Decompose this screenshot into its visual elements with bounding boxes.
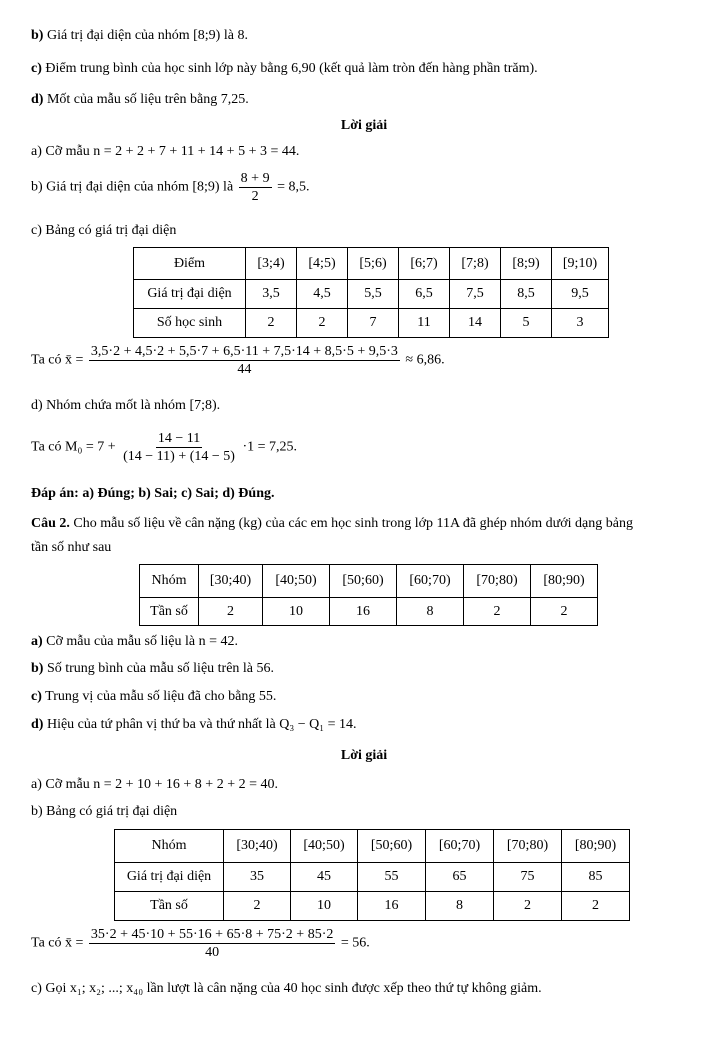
mean-prefix: Ta có x̄ = bbox=[31, 935, 84, 951]
table-cell: [9;10) bbox=[552, 248, 609, 280]
table-cell: 2 bbox=[199, 598, 263, 626]
weight-table bbox=[139, 564, 598, 626]
table-cell: 65 bbox=[426, 863, 494, 892]
label-c: c) bbox=[31, 61, 42, 76]
question-2-line2: tần số như sau bbox=[31, 540, 112, 555]
mean-formula-2 bbox=[31, 926, 370, 961]
table-cell: [8;9) bbox=[501, 248, 552, 280]
fraction bbox=[239, 170, 272, 205]
statement-q2-a bbox=[31, 633, 238, 651]
table-cell: [40;50) bbox=[291, 830, 358, 863]
table-cell: 5,5 bbox=[348, 280, 399, 309]
solution-q2-a: a) Cỡ mẫu n = 2 + 10 + 16 + 8 + 2 + 2 = 40. bbox=[31, 777, 278, 792]
table-cell: Điểm bbox=[134, 248, 246, 280]
label-b: b) bbox=[31, 661, 44, 676]
table-row bbox=[134, 280, 609, 309]
table-cell: [50;60) bbox=[330, 565, 397, 598]
table-cell: Giá trị đại diện bbox=[115, 863, 224, 892]
solution-b bbox=[31, 170, 309, 205]
table-row bbox=[134, 309, 609, 338]
table-cell: [50;60) bbox=[358, 830, 426, 863]
question-2-label: Câu 2. bbox=[31, 516, 70, 531]
text-d: Hiệu của tứ phân vị thứ ba và thứ nhất là Q₃ − Q₁ = 14. bbox=[46, 717, 357, 732]
fraction-numerator: 3,5·2 + 4,5·2 + 5,5·7 + 6,5·11 + 7,5·14 + 8,5·5 + 9,5·3 bbox=[90, 344, 398, 359]
label-a: a) bbox=[31, 634, 43, 649]
table-cell: 75 bbox=[494, 863, 562, 892]
table-cell: 2 bbox=[224, 892, 291, 921]
table-cell: 9,5 bbox=[552, 280, 609, 309]
table-cell: 7 bbox=[348, 309, 399, 338]
fraction-numerator: 35·2 + 45·10 + 55·16 + 65·8 + 75·2 + 85·2 bbox=[90, 927, 334, 942]
table-cell: 7,5 bbox=[450, 280, 501, 309]
table-row bbox=[140, 598, 598, 626]
table-cell: 55 bbox=[358, 863, 426, 892]
solution-b-prefix: b) Giá trị đại diện của nhóm [8;9) là bbox=[31, 179, 234, 195]
fraction-denominator: (14 − 11) + (14 − 5) bbox=[123, 449, 235, 464]
table-cell: [4;5) bbox=[297, 248, 348, 280]
table-cell: 2 bbox=[464, 598, 531, 626]
table-cell: [60;70) bbox=[397, 565, 464, 598]
table-cell: 2 bbox=[531, 598, 598, 626]
text-c: Điểm trung bình của học sinh lớp này bằng 6,90 (kết quả làm tròn đến hàng phần trăm). bbox=[45, 61, 538, 76]
mean-suffix: ≈ 6,86. bbox=[405, 352, 445, 368]
table-cell: [5;6) bbox=[348, 248, 399, 280]
solution-q2-c: c) Gọi x₁; x₂; ...; x₄₀ lần lượt là cân nặng của 40 học sinh được xếp theo thứ tự không giảm. bbox=[31, 981, 542, 996]
table-cell: 3,5 bbox=[246, 280, 297, 309]
text-d: Mốt của mẫu số liệu trên bằng 7,25. bbox=[46, 92, 249, 107]
text-c: Trung vị của mẫu số liệu đã cho bằng 55. bbox=[45, 689, 277, 704]
fraction bbox=[89, 343, 400, 378]
table-cell: Nhóm bbox=[140, 565, 199, 598]
table-header-row bbox=[140, 565, 598, 598]
table-cell: 45 bbox=[291, 863, 358, 892]
table-cell: [3;4) bbox=[246, 248, 297, 280]
table-row bbox=[115, 863, 630, 892]
table-cell: [70;80) bbox=[464, 565, 531, 598]
table-cell: 16 bbox=[330, 598, 397, 626]
statement-c bbox=[31, 60, 538, 78]
table-cell: [6;7) bbox=[399, 248, 450, 280]
solution-q2-b: b) Bảng có giá trị đại diện bbox=[31, 804, 178, 819]
table-header-row bbox=[115, 830, 630, 863]
table-cell: 16 bbox=[358, 892, 426, 921]
solution-d: d) Nhóm chứa mốt là nhóm [7;8). bbox=[31, 398, 221, 413]
statement-q2-d bbox=[31, 716, 357, 734]
table-cell: 3 bbox=[552, 309, 609, 338]
mode-prefix: Ta có M₀ = 7 + bbox=[31, 439, 116, 455]
fraction-denominator: 40 bbox=[205, 945, 220, 960]
text-a: Cỡ mẫu của mẫu số liệu là n = 42. bbox=[46, 634, 238, 649]
table-cell: 5 bbox=[501, 309, 552, 338]
label-c: c) bbox=[31, 689, 42, 704]
mode-suffix: ·1 = 7,25. bbox=[242, 439, 298, 455]
table-cell: [60;70) bbox=[426, 830, 494, 863]
table-cell: 85 bbox=[562, 863, 630, 892]
table-cell: 2 bbox=[494, 892, 562, 921]
table-cell: [80;90) bbox=[531, 565, 598, 598]
fraction bbox=[89, 926, 335, 961]
table-cell: 11 bbox=[399, 309, 450, 338]
solution-a: a) Cỡ mẫu n = 2 + 2 + 7 + 11 + 14 + 5 + 3 = 44. bbox=[31, 144, 300, 159]
label-d: d) bbox=[31, 92, 44, 107]
statement-d bbox=[31, 91, 249, 109]
table-cell: 2 bbox=[246, 309, 297, 338]
statement-b bbox=[31, 27, 248, 45]
table-cell: 2 bbox=[562, 892, 630, 921]
weight-table-representative bbox=[114, 829, 630, 921]
question-2-line1 bbox=[31, 515, 633, 533]
table-cell: 2 bbox=[297, 309, 348, 338]
fraction bbox=[121, 430, 237, 465]
table-cell: [40;50) bbox=[263, 565, 330, 598]
label-b: b) bbox=[31, 28, 44, 43]
mean-formula bbox=[31, 343, 445, 378]
table-cell: Số học sinh bbox=[134, 309, 246, 338]
table-cell: 14 bbox=[450, 309, 501, 338]
table-cell: [80;90) bbox=[562, 830, 630, 863]
table-row bbox=[115, 892, 630, 921]
table-cell: Tần số bbox=[140, 598, 199, 626]
mode-formula bbox=[31, 430, 297, 465]
table-cell: 8 bbox=[426, 892, 494, 921]
table-cell: 35 bbox=[224, 863, 291, 892]
solution-title: Lời giải bbox=[340, 118, 388, 133]
fraction-denominator: 2 bbox=[251, 189, 259, 204]
fraction-numerator: 8 + 9 bbox=[240, 171, 270, 186]
fraction-numerator: 14 − 11 bbox=[157, 431, 201, 446]
table-cell: [30;40) bbox=[224, 830, 291, 863]
text-b: Giá trị đại diện của nhóm [8;9) là 8. bbox=[46, 28, 248, 43]
table-cell: 6,5 bbox=[399, 280, 450, 309]
table-cell: 4,5 bbox=[297, 280, 348, 309]
table-header-row bbox=[134, 248, 609, 280]
mean-suffix: = 56. bbox=[340, 935, 370, 951]
solution-title-2: Lời giải bbox=[340, 748, 388, 763]
statement-q2-c bbox=[31, 688, 276, 706]
solution-b-suffix: = 8,5. bbox=[277, 179, 310, 195]
table-cell: [7;8) bbox=[450, 248, 501, 280]
score-table bbox=[133, 247, 609, 338]
answer-line: Đáp án: a) Đúng; b) Sai; c) Sai; d) Đúng. bbox=[31, 486, 275, 501]
question-2-text: Cho mẫu số liệu về cân nặng (kg) của các em học sinh trong lớp 11A đã ghép nhóm dưới dạng bảng bbox=[73, 516, 633, 531]
table-cell: Giá trị đại diện bbox=[134, 280, 246, 309]
table-cell: [30;40) bbox=[199, 565, 263, 598]
table-cell: Nhóm bbox=[115, 830, 224, 863]
table-cell: 10 bbox=[263, 598, 330, 626]
solution-c: c) Bảng có giá trị đại diện bbox=[31, 223, 177, 238]
text-b: Số trung bình của mẫu số liệu trên là 56. bbox=[46, 661, 275, 676]
table-cell: Tần số bbox=[115, 892, 224, 921]
fraction-denominator: 44 bbox=[237, 362, 252, 377]
mean-prefix: Ta có x̄ = bbox=[31, 352, 84, 368]
table-cell: 8 bbox=[397, 598, 464, 626]
table-cell: 8,5 bbox=[501, 280, 552, 309]
statement-q2-b bbox=[31, 660, 274, 678]
label-d: d) bbox=[31, 717, 44, 732]
table-cell: 10 bbox=[291, 892, 358, 921]
table-cell: [70;80) bbox=[494, 830, 562, 863]
